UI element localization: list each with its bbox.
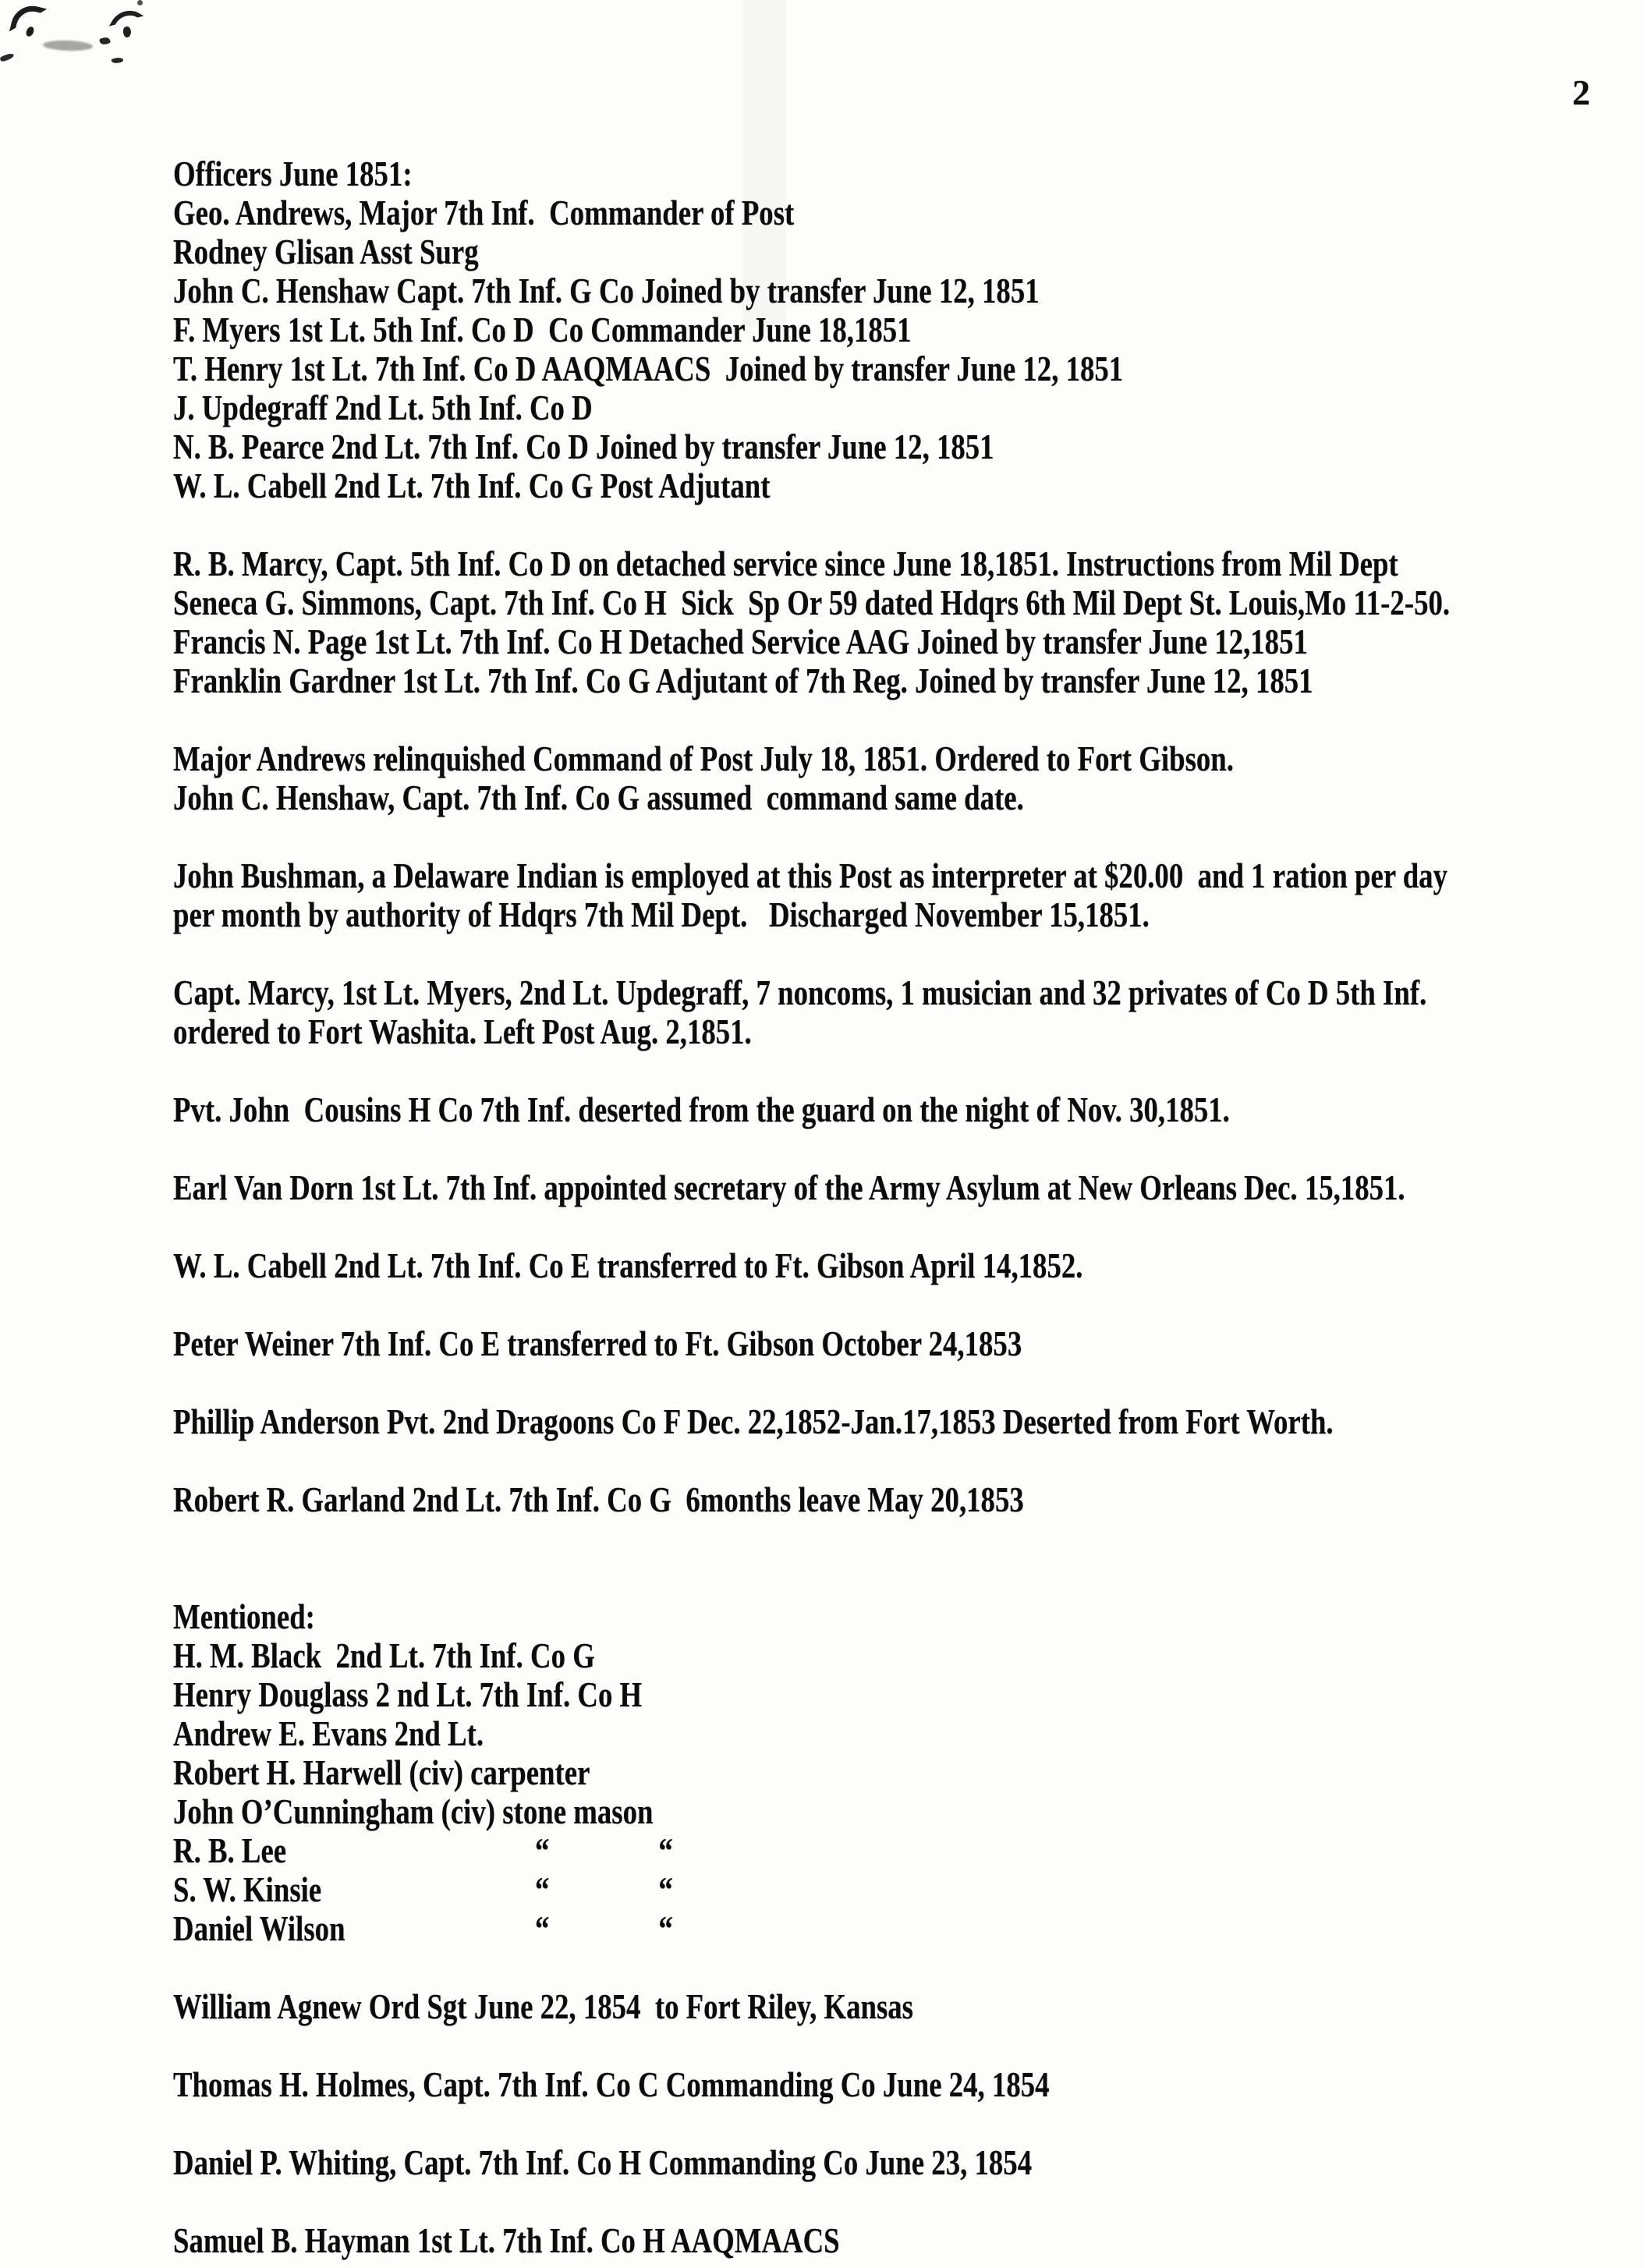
agnew-block — [173, 1987, 1633, 2026]
doc-line: Daniel P. Whiting, Capt. 7th Inf. Co H Commanding Co June 23, 1854 — [173, 2142, 1033, 2182]
doc-line: Phillip Anderson Pvt. 2nd Dragoons Co F Dec. 22,1852-Jan.17,1853 Deserted from Fort Worth. — [173, 1402, 1334, 1441]
ditto-mark: “ — [535, 1830, 550, 1870]
doc-line: Capt. Marcy, 1st Lt. Myers, 2nd Lt. Updegraff, 7 noncoms, 1 musician and 32 privates of Co D 5th Inf. — [173, 973, 1427, 1012]
doc-line: John C. Henshaw, Capt. 7th Inf. Co G assumed command same date. — [173, 778, 1024, 817]
doc-line: J. Updegraff 2nd Lt. 5th Inf. Co D — [173, 388, 593, 427]
doc-line: John Bushman, a Delaware Indian is employed at this Post as interpreter at $20.00 and 1 ration per day — [173, 856, 1447, 895]
doc-line: Seneca G. Simmons, Capt. 7th Inf. Co H Sick Sp Or 59 dated Hdqrs 6th Mil Dept St. Louis,Mo 11-2-50. — [173, 583, 1451, 622]
van-dorn-block — [173, 1168, 1633, 1207]
scan-smudge — [111, 56, 123, 64]
doc-line: Rodney Glisan Asst Surg — [173, 232, 479, 271]
doc-line: Henry Douglass 2 nd Lt. 7th Inf. Co H — [173, 1674, 643, 1714]
doc-line: F. Myers 1st Lt. 5th Inf. Co D Co Commander June 18,1851 — [173, 310, 912, 349]
officers-june-1851-block — [173, 154, 1633, 505]
cousins-desertion-block — [173, 1090, 1633, 1129]
garland-leave-block — [173, 1480, 1633, 1519]
interpreter-block — [173, 856, 1633, 934]
document-text — [173, 154, 1633, 2260]
scan-smudge — [43, 40, 93, 51]
command-change-block — [173, 739, 1633, 817]
mentioned-block — [173, 1597, 1633, 1948]
doc-line: per month by authority of Hdqrs 7th Mil Dept. Discharged November 15,1851. — [173, 895, 1150, 934]
doc-line: W. L. Cabell 2nd Lt. 7th Inf. Co G Post Adjutant — [173, 466, 771, 505]
ditto-mark: “ — [535, 1869, 550, 1909]
doc-line: R. B. Marcy, Capt. 5th Inf. Co D on detached service since June 18,1851. Instructions from Mil Dept — [173, 544, 1398, 583]
scan-smudge — [137, 0, 143, 5]
section-heading: Officers June 1851: — [173, 154, 413, 193]
person-name: S. W. Kinsie — [173, 1869, 322, 1909]
whiting-block — [173, 2143, 1633, 2182]
doc-line: Geo. Andrews, Major 7th Inf. Commander of Post — [173, 193, 795, 232]
anderson-desertion-block — [173, 1402, 1633, 1441]
doc-line: N. B. Pearce 2nd Lt. 7th Inf. Co D Joined by transfer June 12, 1851 — [173, 427, 994, 466]
doc-line: Francis N. Page 1st Lt. 7th Inf. Co H Detached Service AAG Joined by transfer June 12,1851 — [173, 622, 1308, 661]
doc-line: Pvt. John Cousins H Co 7th Inf. deserted from the guard on the night of Nov. 30,1851. — [173, 1090, 1230, 1129]
doc-line: William Agnew Ord Sgt June 22, 1854 to Fort Riley, Kansas — [173, 1986, 914, 2026]
ditto-mark: “ — [535, 1908, 550, 1948]
doc-line: Robert R. Garland 2nd Lt. 7th Inf. Co G 6months leave May 20,1853 — [173, 1480, 1024, 1519]
fort-washita-transfer-block — [173, 973, 1633, 1051]
ditto-mark: “ — [658, 1830, 673, 1870]
doc-line: Samuel B. Hayman 1st Lt. 7th Inf. Co H AAQMAACS — [173, 2220, 840, 2260]
doc-line: T. Henry 1st Lt. 7th Inf. Co D AAQMAACS Joined by transfer June 12, 1851 — [173, 349, 1124, 388]
doc-line: W. L. Cabell 2nd Lt. 7th Inf. Co E transferred to Ft. Gibson April 14,1852. — [173, 1246, 1083, 1285]
cabell-transfer-block — [173, 1246, 1633, 1285]
hayman-block — [173, 2221, 1633, 2260]
doc-line-with-dittos — [173, 1831, 1633, 1870]
doc-line: H. M. Black 2nd Lt. 7th Inf. Co G — [173, 1635, 595, 1675]
person-name: Daniel Wilson — [173, 1908, 345, 1948]
detached-service-block — [173, 544, 1633, 700]
page-number: 2 — [1572, 73, 1590, 112]
doc-line: Robert H. Harwell (civ) carpenter — [173, 1752, 590, 1792]
section-heading: Mentioned: — [173, 1596, 315, 1636]
weiner-transfer-block — [173, 1324, 1633, 1363]
ditto-mark: “ — [658, 1869, 673, 1909]
scan-smudge — [0, 52, 15, 62]
doc-line: John C. Henshaw Capt. 7th Inf. G Co Joined by transfer June 12, 1851 — [173, 271, 1040, 310]
scan-smudge — [99, 36, 111, 46]
doc-line: ordered to Fort Washita. Left Post Aug. 2,1851. — [173, 1012, 752, 1051]
doc-line-with-dittos — [173, 1909, 1633, 1948]
doc-line-with-dittos — [173, 1870, 1633, 1909]
doc-line: Thomas H. Holmes, Capt. 7th Inf. Co C Commanding Co June 24, 1854 — [173, 2064, 1050, 2104]
doc-line: Major Andrews relinquished Command of Post July 18, 1851. Ordered to Fort Gibson. — [173, 739, 1234, 778]
doc-line: Andrew E. Evans 2nd Lt. — [173, 1713, 484, 1753]
doc-line: John O’Cunningham (civ) stone mason — [173, 1791, 654, 1831]
person-name: R. B. Lee — [173, 1830, 287, 1870]
doc-line: Franklin Gardner 1st Lt. 7th Inf. Co G Adjutant of 7th Reg. Joined by transfer June 12, 1851 — [173, 661, 1313, 700]
ditto-mark: “ — [658, 1908, 673, 1948]
doc-line: Peter Weiner 7th Inf. Co E transferred to Ft. Gibson October 24,1853 — [173, 1324, 1022, 1363]
doc-line: Earl Van Dorn 1st Lt. 7th Inf. appointed secretary of the Army Asylum at New Orleans Dec. 15,1851. — [173, 1168, 1405, 1207]
holmes-block — [173, 2065, 1633, 2104]
